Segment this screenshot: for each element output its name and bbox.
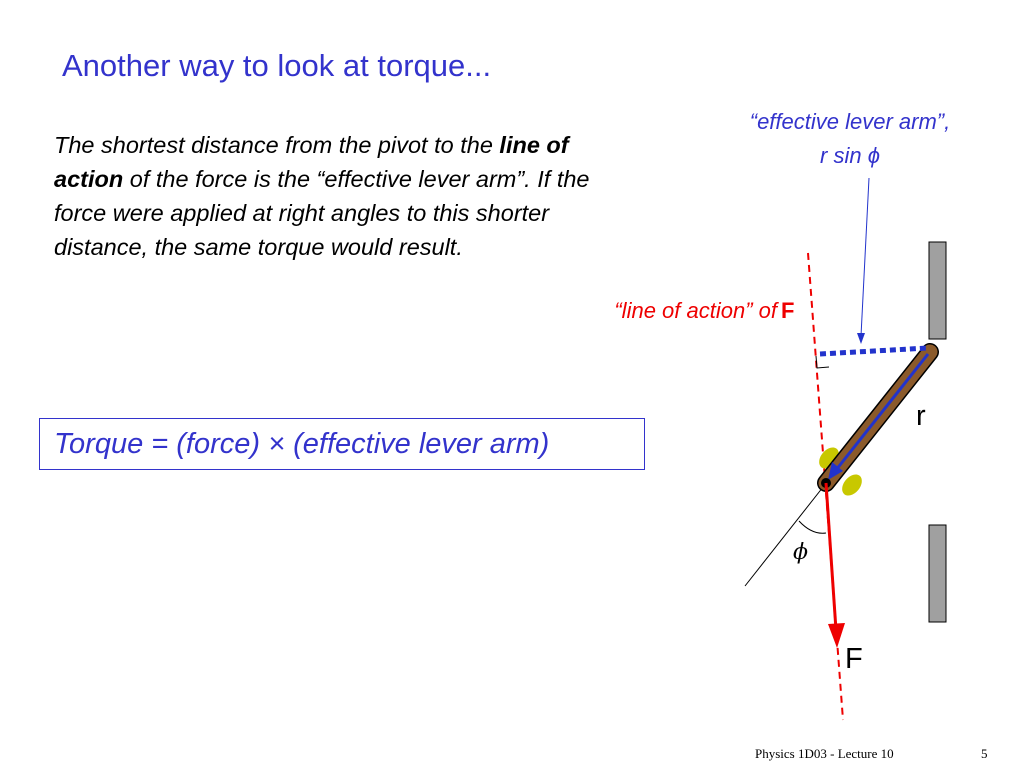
body-text-part1: The shortest distance from the pivot to the: [54, 132, 500, 158]
footer-course: Physics 1D03 - Lecture 10: [755, 746, 894, 761]
phi-label: ϕ: [793, 540, 808, 565]
phi-angle-arc: [799, 521, 826, 533]
rod-extension-line: [745, 482, 827, 586]
lever-arm-pointer: [861, 178, 869, 336]
body-text-part2: of the force is the “effective lever arm”. If the force were applied at right angles to this shorter distance, the same torque would result.: [54, 166, 590, 260]
footer-page-number: 5: [981, 746, 988, 761]
line-of-action-F-label: F: [781, 298, 795, 323]
slide-title: Another way to look at torque...: [62, 48, 492, 83]
right-angle-marker: [816, 356, 829, 368]
r-vector: [836, 354, 928, 470]
effective-lever-arm-label: “effective lever arm”,: [749, 109, 951, 134]
effective-lever-arm: [820, 348, 928, 354]
force-arrowhead: [828, 623, 845, 648]
r-label: r: [916, 400, 926, 432]
force-vector: [826, 483, 836, 630]
body-text-bold: line of action: [54, 132, 569, 192]
wall-lower: [929, 525, 946, 622]
torque-formula: Torque = (force) × (effective lever arm): [54, 428, 550, 460]
force-label: F: [845, 643, 863, 675]
line-of-action-label: “line of action” of: [614, 298, 777, 323]
lever-arm-pointer-head: [857, 333, 865, 344]
wall-upper: [929, 242, 946, 339]
r-sin-phi-label: r sin ϕ: [820, 143, 880, 168]
